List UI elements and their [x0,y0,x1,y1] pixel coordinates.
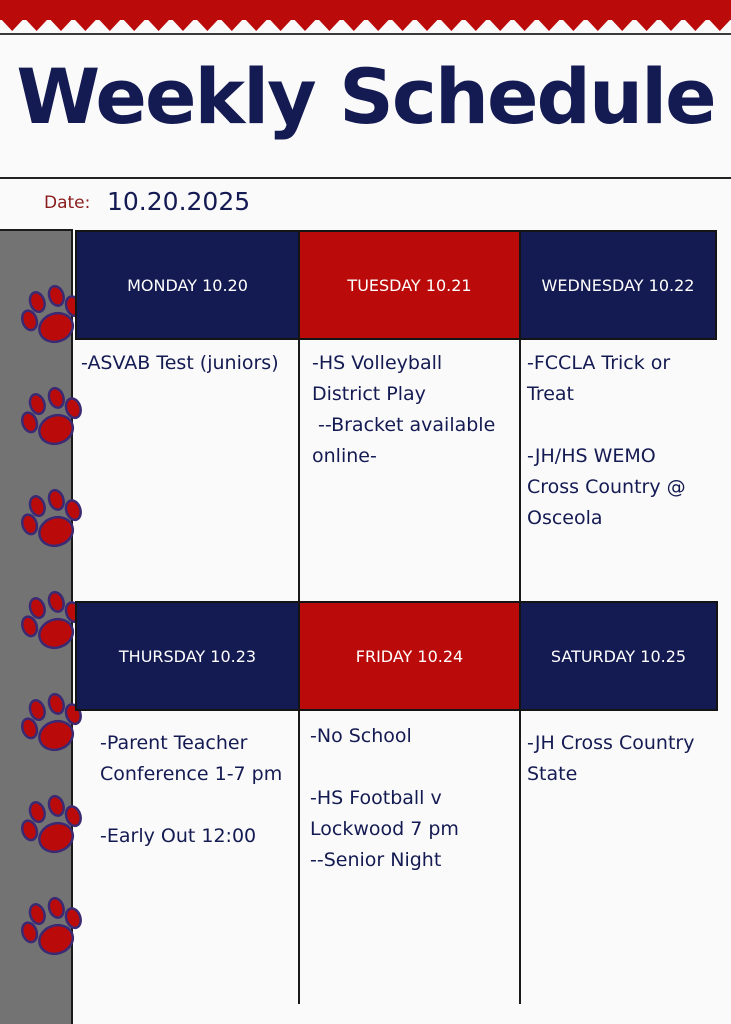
column-divider [298,340,300,602]
zigzag-border [0,0,731,36]
day-header-thursday: THURSDAY 10.23 [75,601,300,711]
column-divider [298,711,300,1004]
events-friday: -No School -HS Football v Lockwood 7 pm --Senior Night [310,725,459,871]
day-header-friday: FRIDAY 10.24 [298,601,521,711]
paw-print-icon [16,793,90,863]
date-label: Date: [44,193,91,213]
paw-print-icon [16,895,90,965]
paw-print-icon [16,385,90,455]
divider [0,177,731,179]
day-header-wednesday: WEDNESDAY 10.22 [519,230,717,340]
paw-print-icon [16,487,90,557]
events-thursday: -Parent Teacher Conference 1-7 pm -Early Out 12:00 [100,732,283,847]
date-value: 10.20.2025 [107,187,251,216]
day-header-saturday: SATURDAY 10.25 [519,601,718,711]
events-wednesday: -FCCLA Trick or Treat -JH/HS WEMO Cross Country @ Osceola [527,352,686,529]
events-tuesday: -HS Volleyball District Play --Bracket available online- [312,352,496,467]
events-saturday: -JH Cross Country State [527,732,695,785]
column-divider [519,340,521,602]
day-header-monday: MONDAY 10.20 [75,230,300,340]
day-header-tuesday: TUESDAY 10.21 [298,230,521,340]
events-monday: -ASVAB Test (juniors) [81,352,279,374]
page-title: Weekly Schedule [16,52,715,141]
column-divider [519,711,521,1004]
